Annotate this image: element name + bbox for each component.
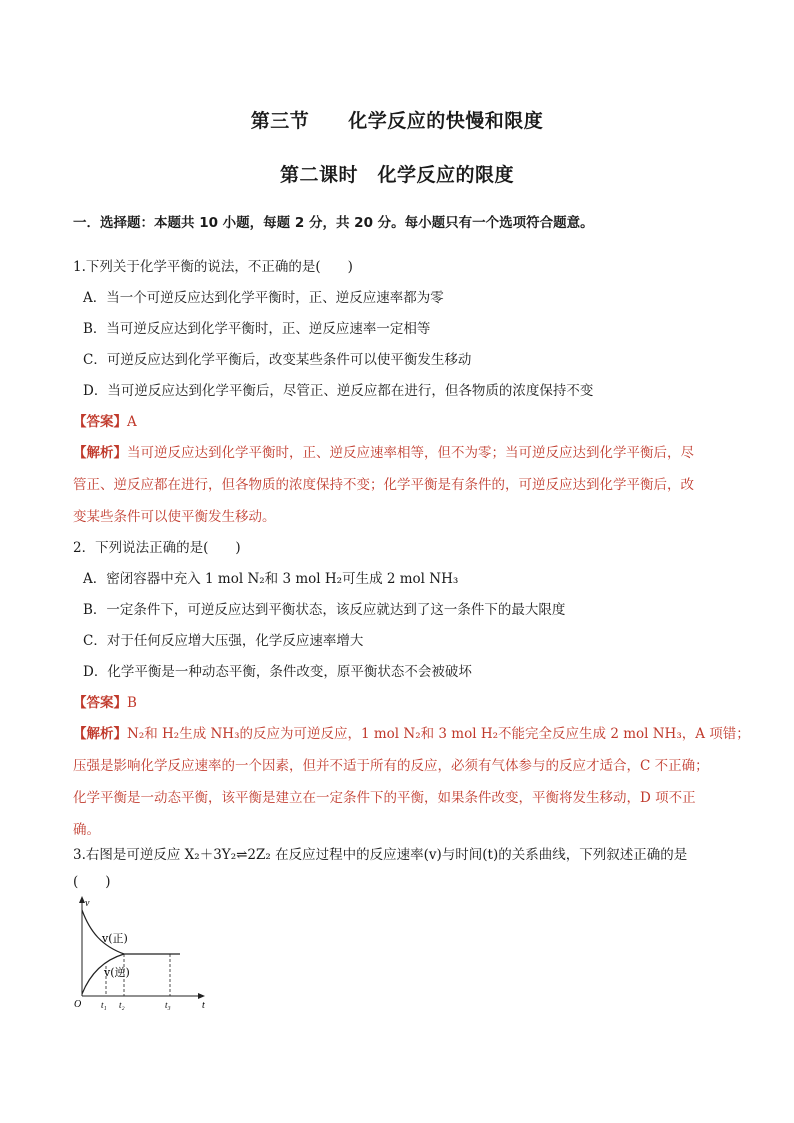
q1-stem: 1.下列关于化学平衡的说法，不正确的是( ) xyxy=(73,259,353,275)
q1-explanation-tag: 【解析】 xyxy=(73,445,127,461)
tick-label: t₁ xyxy=(101,1000,107,1010)
q1-option-c: C．可逆反应达到化学平衡后，改变某些条件可以使平衡发生移动 xyxy=(83,352,472,368)
tick-label: t₂ xyxy=(119,1000,125,1010)
q1-answer-value: A xyxy=(127,414,137,430)
q2-explanation-tag: 【解析】 xyxy=(73,726,127,742)
q1-explanation-line xyxy=(73,444,694,462)
origin-label: O xyxy=(74,999,82,1010)
q2-option-c: C．对于任何反应增大压强，化学反应速率增大 xyxy=(83,633,364,649)
y-axis-label: v xyxy=(85,898,90,909)
lesson-subtitle: 第二课时 化学反应的限度 xyxy=(279,164,514,186)
q2-explanation-line: 化学平衡是一动态平衡，该平衡是建立在一定条件下的平衡，如果条件改变，平衡将发生移动，D 项不正 xyxy=(73,790,696,806)
q2-option-d: D．化学平衡是一种动态平衡，条件改变，原平衡状态不会被破坏 xyxy=(83,664,472,680)
q2-answer-tag: 【答案】 xyxy=(73,695,127,711)
q1-answer-tag: 【答案】 xyxy=(73,414,127,430)
q3-stem: 3.右图是可逆反应 X₂＋3Y₂⇌2Z₂ 在反应过程中的反应速率(v)与时间(t)的关系曲线，下列叙述正确的是 xyxy=(73,847,688,863)
forward-rate-label: v(正) xyxy=(102,932,128,945)
q2-explanation-line: 确。 xyxy=(73,822,100,838)
forward-rate-curve xyxy=(82,910,180,954)
q2-option-b: B．一定条件下，可逆反应达到平衡状态，该反应就达到了这一条件下的最大限度 xyxy=(83,602,566,618)
reverse-rate-label: v(逆) xyxy=(104,966,130,979)
tick-label: t₃ xyxy=(165,1000,171,1010)
q2-stem: 2．下列说法正确的是( ) xyxy=(73,540,241,556)
q2-answer xyxy=(73,694,137,712)
q2-option-a: A．密闭容器中充入 1 mol N₂和 3 mol H₂可生成 2 mol NH₃ xyxy=(83,571,459,587)
rate-time-graph xyxy=(72,894,212,1012)
q2-explanation-text: N₂和 H₂生成 NH₃的反应为可逆反应，1 mol N₂和 3 mol H₂不能完全反应生成 2 mol NH₃，A 项错； xyxy=(127,726,750,742)
x-axis-label: t xyxy=(202,1000,205,1011)
q2-answer-value: B xyxy=(127,695,137,711)
q1-explanation-line: 变某些条件可以使平衡发生移动。 xyxy=(73,509,276,525)
section-title: 第三节 化学反应的快慢和限度 xyxy=(250,110,544,132)
section-heading: 一．选择题：本题共 10 小题，每题 2 分，共 20 分。每小题只有一个选项符合题意。 xyxy=(73,215,594,231)
q2-explanation-line xyxy=(73,725,750,743)
q1-option-a: A．当一个可逆反应达到化学平衡时，正、逆反应速率都为零 xyxy=(83,290,444,306)
q1-answer xyxy=(73,413,137,431)
q1-option-b: B．当可逆反应达到化学平衡时，正、逆反应速率一定相等 xyxy=(83,321,431,337)
q1-option-d: D．当可逆反应达到化学平衡后，尽管正、逆反应都在进行，但各物质的浓度保持不变 xyxy=(83,383,594,399)
x-axis-arrow-icon xyxy=(198,993,205,999)
q1-explanation-line: 管正、逆反应都在进行，但各物质的浓度保持不变；化学平衡是有条件的，可逆反应达到化学平衡后，改 xyxy=(73,477,694,493)
q2-explanation-line: 压强是影响化学反应速率的一个因素，但并不适于所有的反应，必须有气体参与的反应才适合，C 不正确； xyxy=(73,758,709,774)
q1-explanation-text: 当可逆反应达到化学平衡时，正、逆反应速率相等，但不为零；当可逆反应达到化学平衡后，尽 xyxy=(127,445,694,461)
q3-stem-cont: ( ) xyxy=(73,874,111,890)
